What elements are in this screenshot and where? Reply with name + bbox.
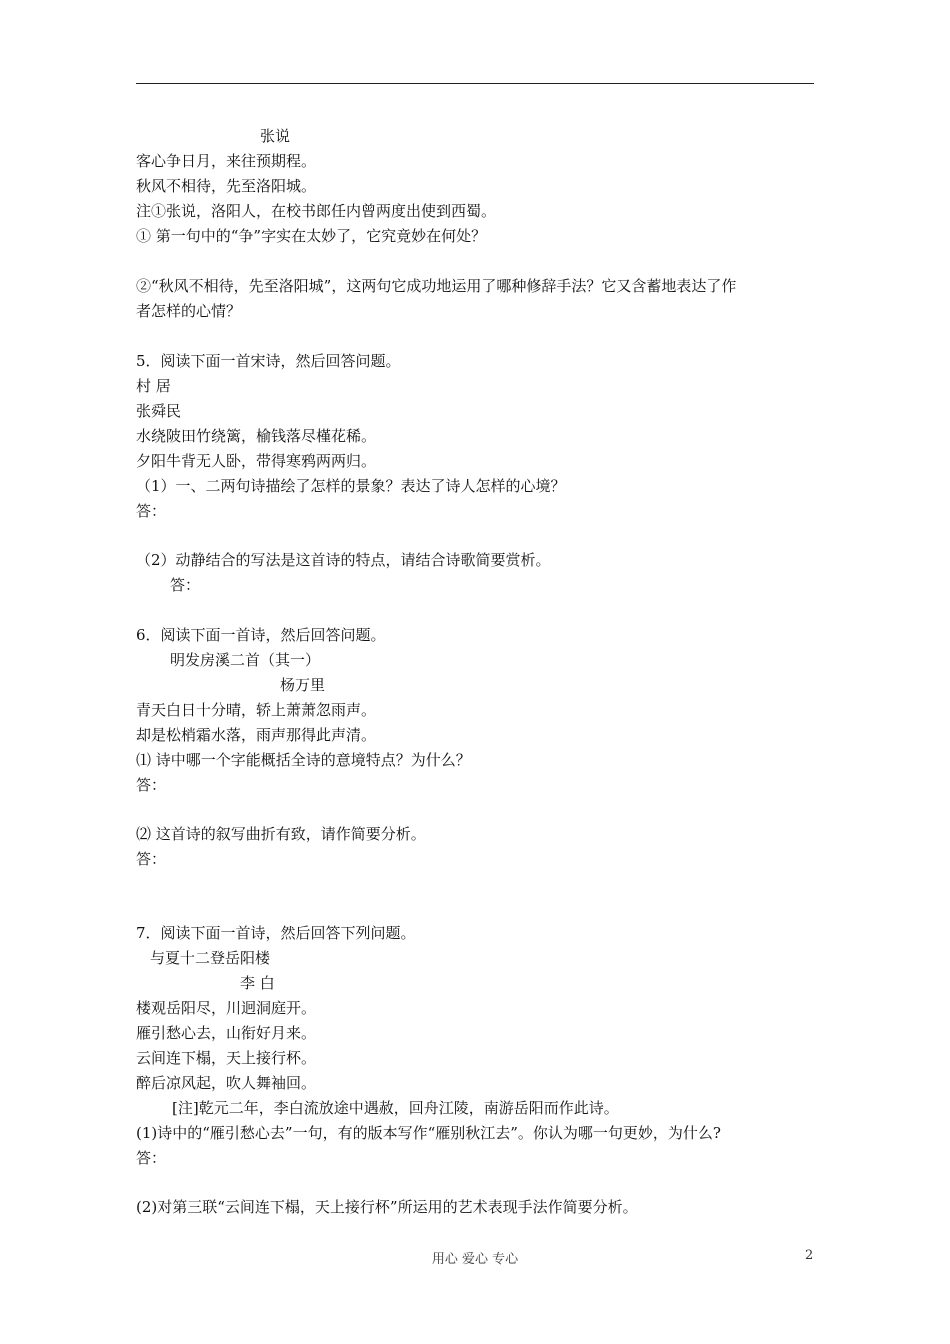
q7-question-1: (1)诗中的“雁引愁心去”一句，有的版本写作“雁别秋江去”。你认为哪一句更妙，为什么? — [136, 1124, 721, 1142]
header-rule — [136, 83, 814, 84]
q7-poem-title: 与夏十二登岳阳楼 — [150, 949, 271, 967]
q5-poem-title: 村 居 — [136, 377, 171, 395]
q6-answer-2: 答： — [136, 850, 167, 868]
q6-poem-author: 杨万里 — [280, 676, 326, 694]
q7-heading: 7．阅读下面一首诗，然后回答下列问题。 — [136, 924, 416, 942]
q4-poem-line-2: 秋风不相待，先至洛阳城。 — [136, 177, 317, 195]
q5-poem-author: 张舜民 — [136, 402, 182, 420]
q5-heading: 5．阅读下面一首宋诗，然后回答问题。 — [136, 352, 401, 370]
q7-poem-line-1: 楼观岳阳尽，川迥洞庭开。 — [136, 999, 317, 1017]
page-number: 2 — [805, 1248, 814, 1263]
q7-poem-line-4: 醉后凉风起，吹人舞袖回。 — [136, 1074, 317, 1092]
q4-poem-author: 张说 — [260, 127, 291, 145]
q7-poem-author: 李 白 — [240, 974, 275, 992]
q5-answer-1: 答： — [136, 502, 167, 520]
q4-question-1: ① 第一句中的“争”字实在太妙了，它究竟妙在何处？ — [136, 227, 487, 245]
q5-poem-line-1: 水绕陂田竹绕篱，榆钱落尽槿花稀。 — [136, 427, 377, 445]
footer-motto: 用心 爱心 专心 — [431, 1252, 519, 1267]
q6-poem-title: 明发房溪二首（其一） — [170, 651, 321, 669]
q4-question-2-line-1: ②“秋风不相待，先至洛阳城”，这两句它成功地运用了哪种修辞手法？它又含蓄地表达了作 — [136, 277, 737, 295]
q7-poem-line-2: 雁引愁心去，山衔好月来。 — [136, 1024, 317, 1042]
q5-question-1: （1）一、二两句诗描绘了怎样的景象？表达了诗人怎样的心境？ — [136, 477, 566, 495]
q4-question-2-line-2: 者怎样的心情？ — [136, 302, 242, 320]
q6-poem-line-2: 却是松梢霜水落，雨声那得此声清。 — [136, 726, 377, 744]
q5-answer-2: 答： — [170, 576, 201, 594]
q7-answer-1: 答： — [136, 1149, 167, 1167]
q4-poem-line-1: 客心争日月，来往预期程。 — [136, 152, 317, 170]
q6-answer-1: 答： — [136, 776, 167, 794]
q6-heading: 6．阅读下面一首诗，然后回答问题。 — [136, 626, 386, 644]
q5-poem-line-2: 夕阳牛背无人卧，带得寒鸦两两归。 — [136, 452, 377, 470]
q6-question-2: ⑵ 这首诗的叙写曲折有致，请作简要分析。 — [136, 825, 426, 843]
q4-note: 注①张说，洛阳人，在校书郎任内曾两度出使到西蜀。 — [136, 202, 497, 220]
q6-poem-line-1: 青天白日十分晴，轿上萧萧忽雨声。 — [136, 701, 377, 719]
q7-poem-line-3: 云间连下榻，天上接行杯。 — [136, 1049, 317, 1067]
q6-question-1: ⑴ 诗中哪一个字能概括全诗的意境特点？为什么？ — [136, 751, 471, 769]
q7-note: [注]乾元二年，李白流放途中遇赦，回舟江陵，南游岳阳而作此诗。 — [172, 1099, 619, 1117]
q7-question-2: (2)对第三联“云间连下榻，天上接行杯”所运用的艺术表现手法作简要分析。 — [136, 1198, 638, 1216]
q5-question-2: （2）动静结合的写法是这首诗的特点，请结合诗歌简要赏析。 — [136, 551, 551, 569]
